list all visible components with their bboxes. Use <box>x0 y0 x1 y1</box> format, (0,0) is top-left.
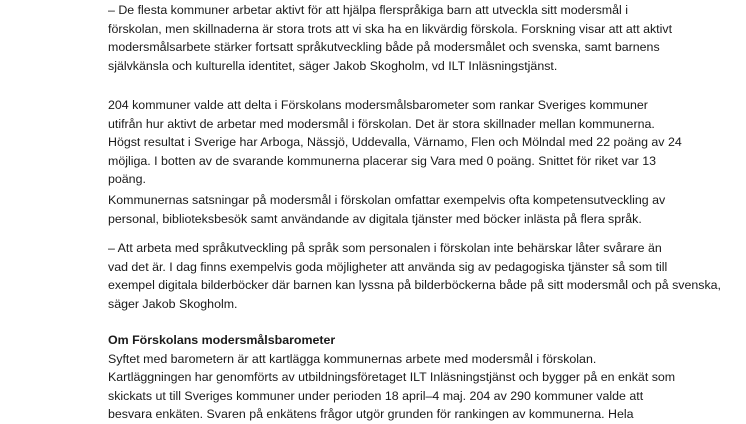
paragraph-results <box>108 96 682 189</box>
text-line: modersmålsarbete stärker fortsatt språkutveckling både på modersmålet och svenska, samt barnens <box>108 40 660 54</box>
text-line: Kommunernas satsningar på modersmål i förskolan omfattar exempelvis ofta kompetensutveckling av <box>108 193 666 207</box>
text-line: vad det är. I dag finns exempelvis goda möjligheter att använda sig av pedagogiska tjänster så som till <box>108 259 668 274</box>
text-line: förskolan, men skillnaderna är stora trots att vi ska ha en likvärdig förskola. Forskning visar att att aktivt <box>108 21 673 36</box>
section-heading: Om Förskolans modersmålsbarometer <box>108 333 336 347</box>
text-line: utifrån hur aktivt de arbetar med modersmål i förskolan. Det är stora skillnader mellan kommunerna. <box>108 116 655 131</box>
text-line: – Att arbeta med språkutveckling på språk som personalen i förskolan inte behärskar låter svårare än <box>108 241 662 255</box>
text-line: exempel digitala bilderböcker där barnen kan lyssna på bilderböckerna både på sitt modersmål och på svenska, <box>108 278 721 292</box>
text-line: poäng. <box>108 172 146 186</box>
text-line: besvara enkäten. Svaren på enkätens frågor utgör grunden för rankingen av kommunerna. Hela <box>108 407 634 421</box>
text-line: Högst resultat i Sverige har Arboga, Nässjö, Uddevalla, Värnamo, Flen och Mölndal med 22 poäng av 24 <box>108 135 682 149</box>
paragraph-quote-1 <box>108 1 672 75</box>
text-line: personal, biblioteksbesök samt användande av digitala tjänster med böcker inlästa på flera språk. <box>108 211 642 226</box>
text-line: Kartläggningen har genomförts av utbildningsföretaget ILT Inläsningstjänst och bygger på en enkät som <box>108 370 676 384</box>
text-line: – De flesta kommuner arbetar aktivt för att hjälpa flerspråkiga barn att utveckla sitt modersmål i <box>108 3 628 17</box>
section-about-barometer <box>108 331 675 424</box>
paragraph-quote-2 <box>108 239 721 313</box>
paragraph-investments <box>108 191 665 228</box>
text-line: Syftet med barometern är att kartlägga kommunernas arbete med modersmål i förskolan. <box>108 351 597 366</box>
text-line: möjliga. I botten av de svarande kommunerna placerar sig Vara med 0 poäng. Snittet för riket var 13 <box>108 153 657 168</box>
text-line: skickats ut till Sveriges kommuner under perioden 18 april–4 maj. 204 av 290 kommuner valde att <box>108 388 644 403</box>
text-line: självkänsla och kulturella identitet, säger Jakob Skogholm, vd ILT Inläsningstjänst. <box>108 58 558 73</box>
text-line: 204 kommuner valde att delta i Förskolans modersmålsbarometer som rankar Sveriges kommuner <box>108 98 648 112</box>
text-line: säger Jakob Skogholm. <box>108 296 238 311</box>
